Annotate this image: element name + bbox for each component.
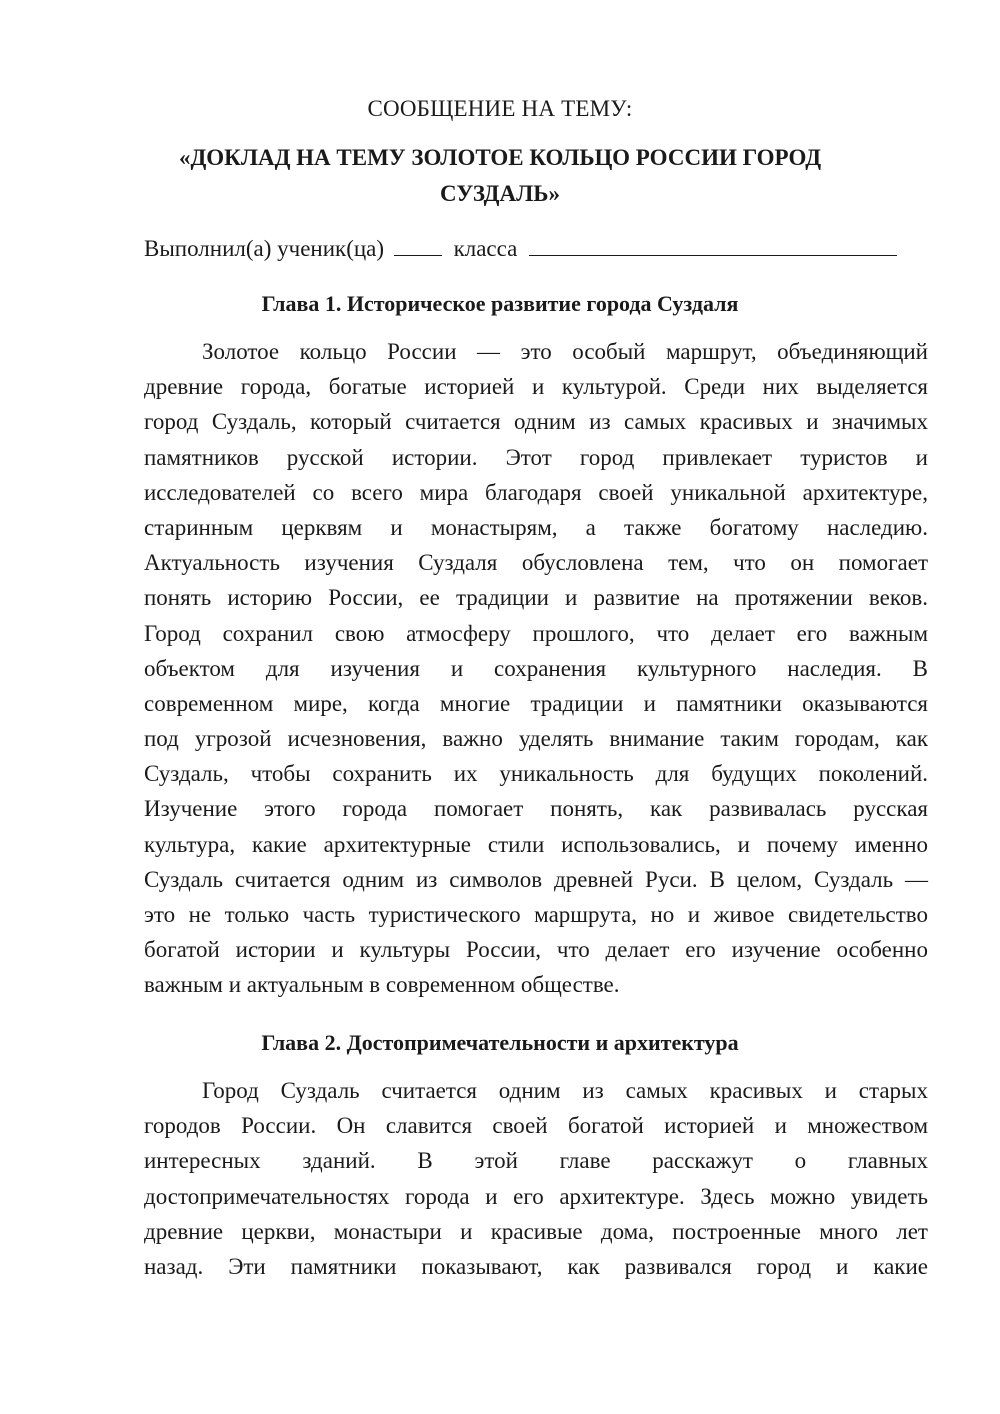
paragraph-line: богатой истории и культуры России, что делает его изучение особенно bbox=[144, 937, 928, 963]
paragraph-line: достопримечательностях города и его архитектуре. Здесь можно увидеть bbox=[144, 1183, 928, 1209]
chapter-2-paragraph bbox=[144, 1073, 928, 1284]
paragraph-line: важным и актуальным в современном обществе. bbox=[144, 972, 620, 998]
chapter-1-heading: Глава 1. Историческое развитие города Суздаля bbox=[261, 291, 739, 316]
document-title bbox=[150, 140, 850, 212]
paragraph-line: интересных зданий. В этой главе расскажут о главных bbox=[144, 1148, 928, 1174]
chapter-2-heading: Глава 2. Достопримечательности и архитектура bbox=[261, 1030, 739, 1055]
paragraph-line: Суздаль считается одним из символов древней Руси. В целом, Суздаль — bbox=[144, 866, 928, 892]
paragraph-line: это не только часть туристического маршрута, но и живое свидетельство bbox=[144, 902, 928, 927]
paragraph-line: Суздаль, чтобы сохранить их уникальность для будущих поколений. bbox=[144, 761, 928, 787]
title-line-2: СУЗДАЛЬ» bbox=[440, 181, 560, 206]
chapter-1-paragraph bbox=[144, 334, 928, 1003]
grade-blank bbox=[394, 231, 442, 256]
paragraph-line: современном мире, когда многие традиции и памятники оказываются bbox=[144, 690, 928, 716]
paragraph-line: под угрозой исчезновения, важно уделять внимание таким городам, как bbox=[144, 726, 928, 752]
class-label: класса bbox=[453, 236, 518, 261]
report-type-label: СООБЩЕНИЕ НА ТЕМУ: bbox=[367, 96, 633, 121]
paragraph-line: древние города, богатые историей и культурой. Среди них выделяется bbox=[144, 374, 928, 400]
paragraph-line: древние церкви, монастыри и красивые дома, построенные много лет bbox=[144, 1218, 928, 1244]
paragraph-line: Город Суздаль считается одним из самых красивых и старых bbox=[202, 1078, 928, 1103]
paragraph-line: исследователей со всего мира благодаря своей уникальной архитектуре, bbox=[144, 479, 928, 505]
paragraph-line: культура, какие архитектурные стили использовались, и почему именно bbox=[144, 831, 928, 857]
paragraph-line: понять историю России, ее традиции и развитие на протяжении веков. bbox=[144, 585, 928, 611]
paragraph-line: объектом для изучения и сохранения культурного наследия. В bbox=[144, 655, 928, 681]
paragraph-line: Актуальность изучения Суздаля обусловлена тем, что он помогает bbox=[144, 550, 928, 576]
paragraph-line: город Суздаль, который считается одним из самых красивых и значимых bbox=[144, 409, 928, 435]
paragraph-line: Изучение этого города помогает понять, как развивалась русская bbox=[144, 796, 928, 822]
paragraph-line: Город сохранил свою атмосферу прошлого, что делает его важным bbox=[144, 620, 928, 646]
paragraph-line: назад. Эти памятники показывают, как развивался город и какие bbox=[144, 1253, 928, 1279]
title-line-1: «ДОКЛАД НА ТЕМУ ЗОЛОТОЕ КОЛЬЦО РОССИИ ГОРОД bbox=[178, 145, 822, 170]
paragraph-line: Золотое кольцо России — это особый маршрут, объединяющий bbox=[202, 339, 928, 364]
paragraph-line: памятников русской истории. Этот город привлекает туристов и bbox=[144, 444, 928, 470]
performed-by-label: Выполнил(а) ученик(ца) bbox=[144, 236, 385, 261]
paragraph-line: старинным церквям и монастырям, а также богатому наследию. bbox=[144, 514, 928, 540]
student-name-blank bbox=[529, 231, 897, 256]
author-line bbox=[144, 231, 934, 266]
paragraph-line: городов России. Он славится своей богатой историей и множеством bbox=[144, 1113, 928, 1139]
